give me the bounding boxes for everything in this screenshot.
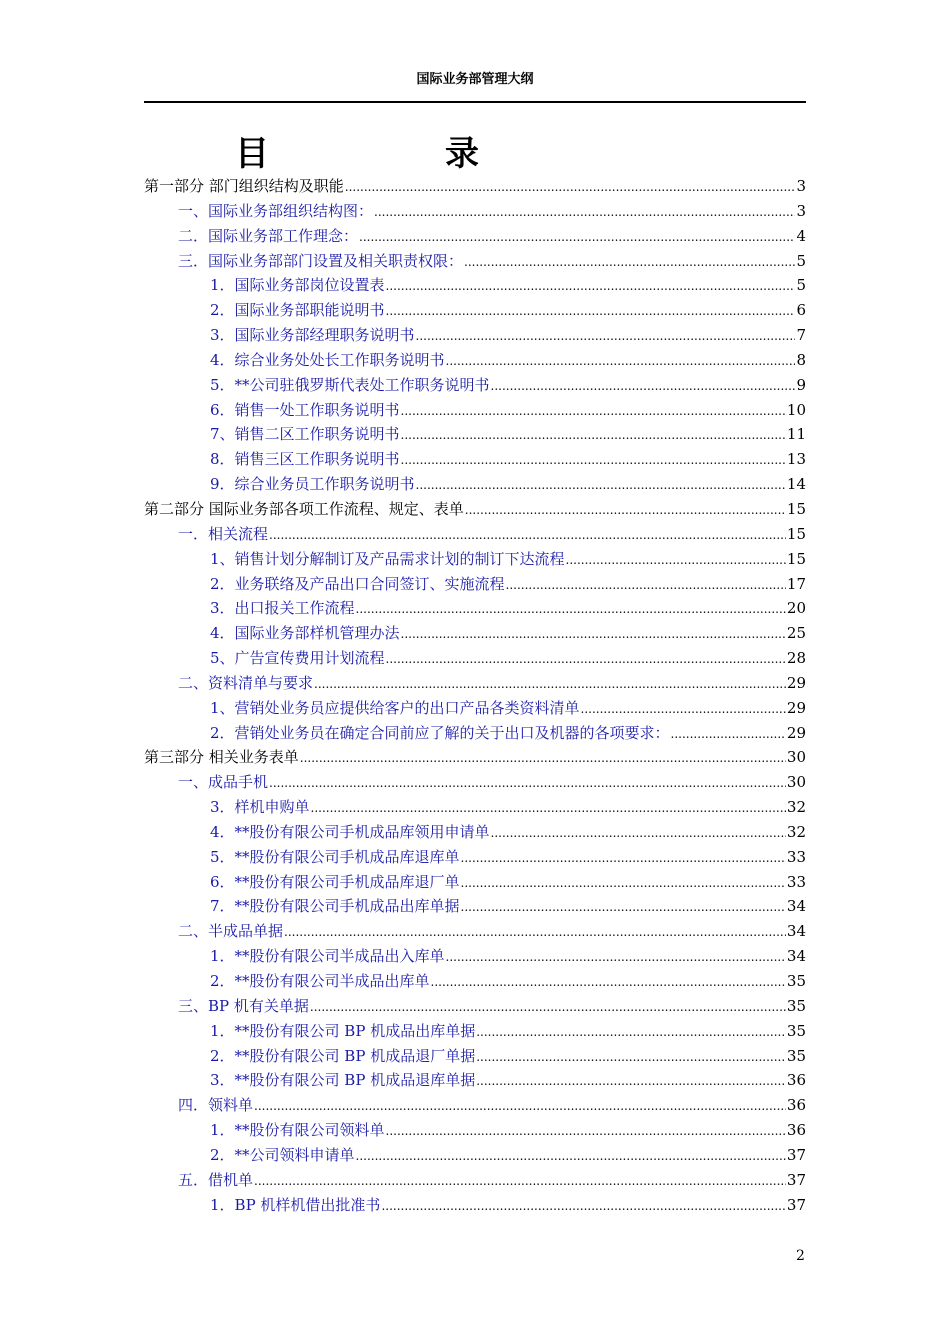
toc-entry[interactable] [144, 1094, 806, 1119]
page-number: 2 [796, 1248, 805, 1264]
toc-entry[interactable] [144, 225, 806, 250]
toc-leader-dots [401, 624, 786, 642]
toc-entry[interactable] [144, 697, 806, 722]
toc-leader-dots [314, 674, 786, 692]
toc-entry-text: 3．**股份有限公司 BP 机成品退库单据 [210, 1071, 476, 1090]
toc-entry-page: 6 [796, 301, 806, 320]
toc-leader-dots [431, 972, 786, 990]
toc-entry-text: 1．国际业务部岗位设置表 [210, 276, 385, 295]
toc-leader-dots [581, 699, 786, 717]
toc-leader-dots [381, 1196, 785, 1214]
toc-entry-text: 3．样机申购单 [210, 798, 310, 817]
toc-entry-page: 32 [786, 822, 806, 841]
toc-entry[interactable] [144, 175, 806, 200]
toc-leader-dots [356, 1146, 786, 1164]
toc-entry[interactable] [144, 1144, 806, 1169]
toc-leader-dots [311, 798, 786, 816]
toc-entry[interactable] [144, 647, 806, 672]
toc-leader-dots [284, 922, 786, 940]
toc-entry-page: 33 [786, 872, 806, 891]
toc-entry-text: 8．销售三区工作职务说明书 [210, 450, 400, 469]
toc-entry-page: 30 [786, 748, 806, 767]
toc-entry-text: 2．**股份有限公司 BP 机成品退厂单据 [210, 1046, 476, 1065]
toc-entry-page: 36 [786, 1121, 806, 1140]
toc-entry-text: 9．综合业务员工作职务说明书 [210, 475, 415, 494]
page-header-title: 国际业务部管理大纲 [416, 72, 534, 87]
toc-entry[interactable] [144, 473, 806, 498]
toc-entry[interactable] [144, 1069, 806, 1094]
toc-entry-page: 14 [786, 475, 806, 494]
toc-entry-text: 三．国际业务部部门设置及相关职责权限： [178, 251, 464, 270]
toc-entry[interactable] [144, 722, 806, 747]
toc-entry[interactable] [144, 871, 806, 896]
toc-entry-page: 9 [796, 375, 806, 394]
toc-leader-dots [464, 252, 795, 270]
toc-entry-page: 35 [786, 972, 806, 990]
toc-leader-dots [386, 649, 786, 667]
toc-entry[interactable] [144, 349, 806, 374]
toc-entry-page: 29 [786, 673, 806, 692]
toc-entry-text: 2．**公司领料申请单 [210, 1145, 355, 1164]
toc-entry-page: 8 [796, 350, 806, 369]
toc-entry-text: 5．**公司驻俄罗斯代表处工作职务说明书 [210, 375, 490, 394]
toc-entry-text: 三、BP 机有关单据 [178, 996, 309, 1015]
toc-entry-text: 一、国际业务部组织结构图： [178, 201, 374, 220]
toc-entry[interactable] [144, 672, 806, 697]
toc-entry[interactable] [144, 895, 806, 920]
toc-entry-text: 7、销售二区工作职务说明书 [210, 425, 400, 444]
toc-entry-page: 29 [786, 723, 806, 742]
toc-entry-page: 20 [786, 599, 806, 618]
toc-entry-page: 29 [786, 698, 806, 717]
toc-entry-text: 5、广告宣传费用计划流程 [210, 649, 385, 668]
toc-entry-text: 4．**股份有限公司手机成品库领用申请单 [210, 822, 490, 841]
toc-entry[interactable] [144, 423, 806, 448]
toc-leader-dots [465, 500, 786, 518]
toc-entry-page: 3 [796, 201, 806, 220]
toc-leader-dots [356, 599, 786, 617]
toc-entry-page: 33 [786, 847, 806, 866]
toc-entry[interactable] [144, 1169, 806, 1194]
toc-entry-text: 2．营销处业务员在确定合同前应了解的关于出口及机器的各项要求： [210, 723, 670, 742]
toc-leader-dots [345, 177, 796, 195]
toc-title-char-2: 录 [445, 134, 479, 174]
toc-leader-dots [416, 475, 786, 493]
toc-entry-text: 四．领料单 [178, 1096, 254, 1115]
toc-entry-page: 35 [786, 1021, 806, 1040]
toc-entry[interactable] [144, 1194, 806, 1219]
toc-entry[interactable] [144, 1020, 806, 1045]
toc-leader-dots [269, 773, 786, 791]
toc-entry-text: 1．BP 机样机借出批准书 [210, 1195, 381, 1214]
toc-leader-dots [300, 748, 786, 766]
toc-entry-text: 3．出口报关工作流程 [210, 599, 355, 618]
toc-leader-dots [476, 1022, 786, 1040]
toc-entry-text: 2．国际业务部职能说明书 [210, 301, 385, 320]
toc-entry-text: 二、半成品单据 [178, 922, 284, 941]
toc-entry-text: 二、资料清单与要求 [178, 673, 314, 692]
toc-entry-page: 37 [786, 1145, 806, 1164]
toc-entry-text: 1、营销处业务员应提供给客户的出口产品各类资料清单 [210, 698, 580, 717]
toc-entry-text: 2．业务联络及产品出口合同签订、实施流程 [210, 574, 505, 593]
toc-entry[interactable] [144, 523, 806, 548]
toc-entry[interactable] [144, 846, 806, 871]
toc-entry-text: 第二部分 国际业务部各项工作流程、规定、表单 [144, 499, 464, 518]
toc-leader-dots [476, 1047, 786, 1065]
toc-entry-text: 一．相关流程 [178, 524, 269, 543]
toc-entry[interactable] [144, 622, 806, 647]
toc-entry[interactable] [144, 995, 806, 1020]
toc-leader-dots [461, 897, 786, 915]
toc-entry-page: 10 [786, 400, 806, 419]
toc-title-char-1: 目 [235, 134, 269, 174]
toc-entry[interactable] [144, 324, 806, 349]
toc-entry-text: 二．国际业务部工作理念： [178, 226, 359, 245]
toc-leader-dots [416, 326, 796, 344]
toc-leader-dots [461, 873, 786, 891]
toc-entry-page: 35 [786, 1046, 806, 1065]
toc-leader-dots [254, 1171, 786, 1189]
toc-entry-page: 30 [786, 773, 806, 792]
toc-entry-text: 5．**股份有限公司手机成品库退库单 [210, 847, 460, 866]
toc-entry-page: 36 [786, 1096, 806, 1115]
toc-entry[interactable] [144, 573, 806, 598]
toc-entry[interactable] [144, 548, 806, 573]
toc-leader-dots [386, 1121, 786, 1139]
toc-entry[interactable] [144, 597, 806, 622]
toc-entry[interactable] [144, 374, 806, 399]
toc-entry[interactable] [144, 1045, 806, 1070]
toc-leader-dots [506, 575, 786, 593]
table-of-contents [144, 175, 806, 1218]
toc-entry-page: 35 [786, 996, 806, 1015]
toc-entry[interactable] [144, 796, 806, 821]
toc-leader-dots [446, 351, 796, 369]
toc-entry[interactable] [144, 274, 806, 299]
toc-entry[interactable] [144, 1119, 806, 1144]
toc-leader-dots [401, 425, 786, 443]
toc-entry[interactable] [144, 299, 806, 324]
toc-entry-page: 3 [796, 177, 806, 195]
toc-leader-dots [491, 376, 796, 394]
toc-entry-page: 13 [786, 450, 806, 469]
toc-entry[interactable] [144, 945, 806, 970]
toc-entry-page: 15 [786, 524, 806, 543]
toc-entry-page: 5 [796, 251, 806, 270]
toc-leader-dots [461, 848, 786, 866]
toc-leader-dots [401, 450, 786, 468]
toc-leader-dots [254, 1096, 786, 1114]
toc-title [235, 126, 495, 176]
toc-leader-dots [386, 301, 796, 319]
toc-entry-text: 6．**股份有限公司手机成品库退厂单 [210, 872, 460, 891]
toc-entry[interactable] [144, 771, 806, 796]
toc-leader-dots [374, 202, 795, 220]
toc-entry-page: 17 [786, 574, 806, 593]
header-rule [144, 101, 806, 103]
toc-entry-page: 32 [786, 798, 806, 817]
toc-entry-page: 4 [796, 226, 806, 245]
toc-entry-page: 34 [786, 922, 806, 941]
toc-leader-dots [310, 997, 786, 1015]
toc-entry[interactable] [144, 200, 806, 225]
toc-entry-text: 第一部分 部门组织结构及职能 [144, 177, 344, 195]
toc-entry-text: 1．**股份有限公司半成品出入库单 [210, 947, 445, 966]
toc-leader-dots [269, 525, 786, 543]
toc-leader-dots [359, 227, 795, 245]
toc-leader-dots [401, 401, 786, 419]
toc-entry-text: 1、销售计划分解制订及产品需求计划的制订下达流程 [210, 549, 565, 568]
toc-entry[interactable] [144, 448, 806, 473]
toc-entry-page: 28 [786, 649, 806, 668]
toc-entry-text: 五．借机单 [178, 1170, 254, 1189]
toc-entry-text: 3．国际业务部经理职务说明书 [210, 326, 415, 345]
toc-leader-dots [446, 947, 786, 965]
toc-entry[interactable] [144, 821, 806, 846]
toc-entry[interactable] [144, 970, 806, 995]
toc-entry-page: 34 [786, 947, 806, 966]
toc-entry-text: 7．**股份有限公司手机成品出库单据 [210, 897, 460, 916]
toc-entry-text: 2．**股份有限公司半成品出库单 [210, 972, 430, 990]
toc-leader-dots [491, 823, 786, 841]
toc-entry-page: 37 [786, 1195, 806, 1214]
toc-entry-text: 第三部分 相关业务表单 [144, 748, 299, 767]
toc-entry-page: 36 [786, 1071, 806, 1090]
toc-entry-page: 34 [786, 897, 806, 916]
toc-entry-page: 37 [786, 1170, 806, 1189]
toc-entry[interactable] [144, 498, 806, 523]
toc-entry-text: 1．**股份有限公司领料单 [210, 1121, 385, 1140]
toc-leader-dots [476, 1071, 786, 1089]
toc-leader-dots [386, 276, 796, 294]
toc-entry-page: 11 [786, 425, 806, 444]
toc-entry-page: 7 [796, 326, 806, 345]
toc-entry[interactable] [144, 250, 806, 275]
toc-entry-text: 1．**股份有限公司 BP 机成品出库单据 [210, 1021, 476, 1040]
toc-entry-page: 5 [796, 276, 806, 295]
toc-entry-page: 15 [786, 499, 806, 518]
toc-entry[interactable] [144, 920, 806, 945]
toc-entry-text: 一、成品手机 [178, 773, 269, 792]
toc-entry-text: 4．综合业务处处长工作职务说明书 [210, 350, 445, 369]
toc-entry[interactable] [144, 399, 806, 424]
toc-leader-dots [671, 724, 786, 742]
toc-entry-page: 25 [786, 624, 806, 643]
toc-entry-text: 6．销售一处工作职务说明书 [210, 400, 400, 419]
toc-leader-dots [566, 550, 786, 568]
toc-entry-page: 15 [786, 549, 806, 568]
toc-entry[interactable] [144, 746, 806, 771]
toc-entry-text: 4．国际业务部样机管理办法 [210, 624, 400, 643]
